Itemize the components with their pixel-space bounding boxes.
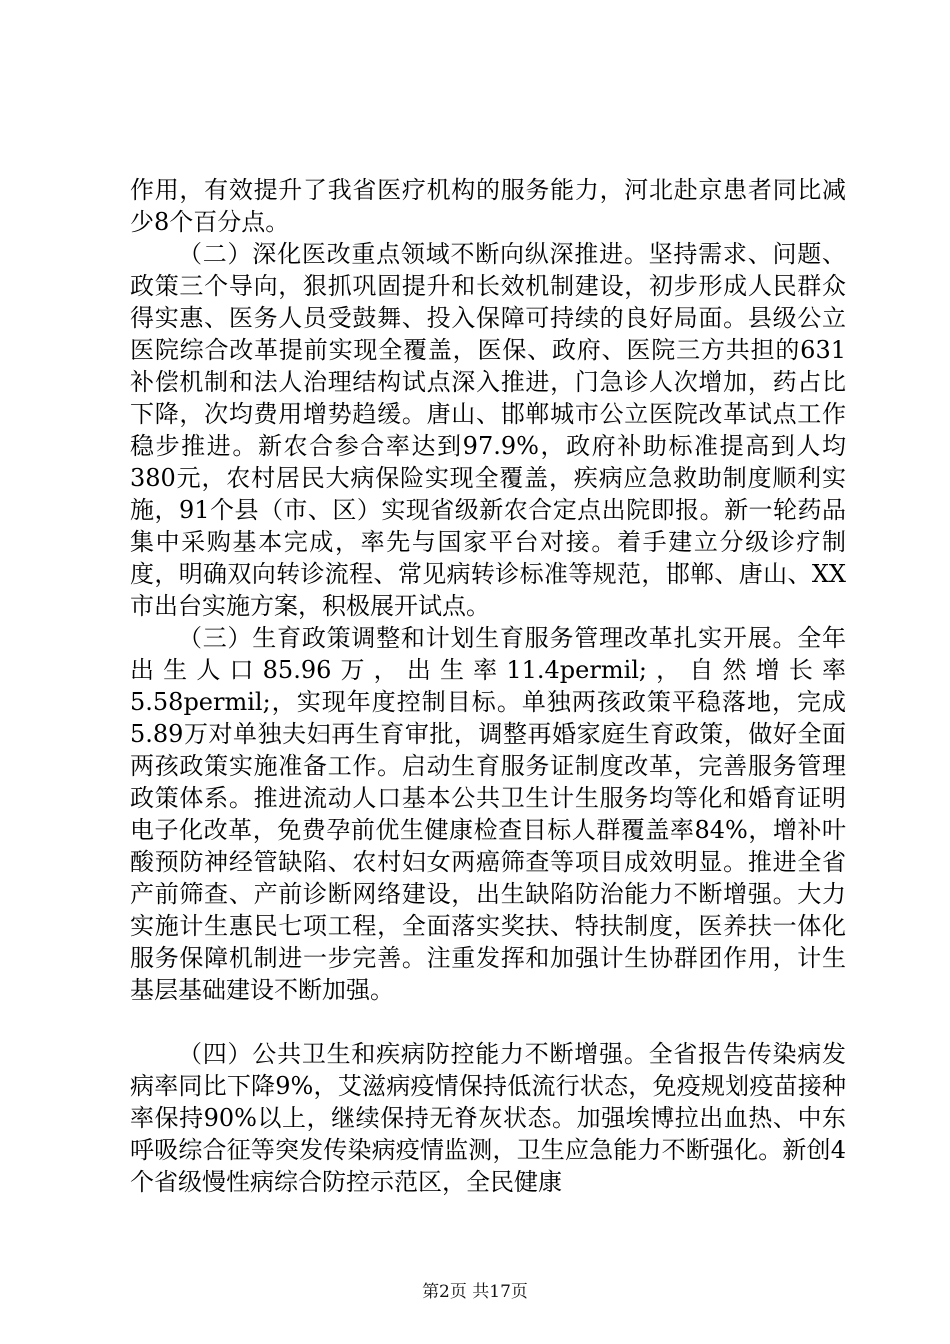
page-number-footer: 第2页 共17页 [422,1282,528,1302]
document-body [130,174,846,1198]
paragraph-public-health: （四）公共卫生和疾病防控能力不断增强。全省报告传染病发病率同比下降9%，艾滋病疫情保持低流行状态，免疫规划疫苗接种率保持90%以上，继续保持无脊灰状态。加强埃博拉出血热、中东呼吸综合征等突发传染病疫情监测，卫生应急能力不断强化。新创4个省级慢性病综合防控示范区，全民健康 [130,1040,846,1196]
paragraph-birth-policy: （三）生育政策调整和计划生育服务管理改革扎实开展。全年出生人口85.96万，出生率11.4permil;，自然增长率5.58permil;，实现年度控制目标。单独两孩政策平稳落地，完成5.89万对单独夫妇再生育审批，调整再婚家庭生育政策，做好全面两孩政策实施准备工作。启动生育服务证制度改革，完善服务管理政策体系。推进流动人口基本公共卫生计生服务均等化和婚育证明电子化改革，免费孕前优生健康检查目标人群覆盖率84%，增补叶酸预防神经管缺陷、农村妇女两癌筛查等项目成效明显。推进全省产前筛查、产前诊断网络建设，出生缺陷防治能力不断增强。大力实施计生惠民七项工程，全面落实奖扶、特扶制度，医养扶一体化服务保障机制进一步完善。注重发挥和加强计生协群团作用，计生基层基础建设不断加强。 [130,624,846,1004]
paragraph-medical-reform: （二）深化医改重点领域不断向纵深推进。坚持需求、问题、政策三个导向，狠抓巩固提升和长效机制建设，初步形成人民群众得实惠、医务人员受鼓舞、投入保障可持续的良好局面。县级公立医院综合改革提前实现全覆盖，医保、政府、医院三方共担的631补偿机制和法人治理结构试点深入推进，门急诊人次增加，药占比下降，次均费用增势趋缓。唐山、邯郸城市公立医院改革试点工作稳步推进。新农合参合率达到97.9%，政府补助标准提高到人均380元，农村居民大病保险实现全覆盖，疾病应急救助制度顺利实施，91个县（市、区）实现省级新农合定点出院即报。新一轮药品集中采购基本完成，率先与国家平台对接。着手建立分级诊疗制度，明确双向转诊流程、常见病转诊标准等规范，邯郸、唐山、XX市出台实施方案，积极展开试点。 [130,240,846,620]
paragraph-continuation: 作用，有效提升了我省医疗机构的服务能力，河北赴京患者同比减少8个百分点。 [130,176,846,236]
